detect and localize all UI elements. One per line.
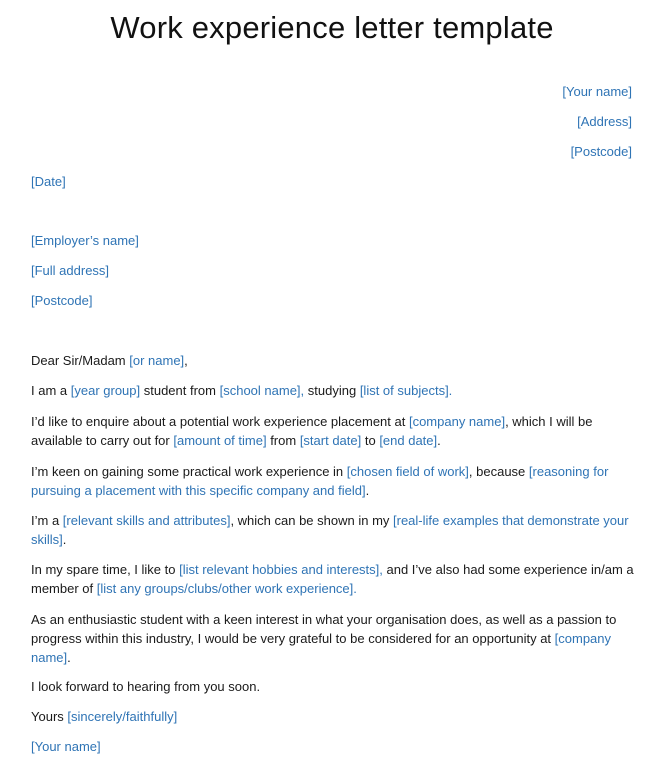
- salutation-end: ,: [184, 353, 188, 368]
- p2-text-1: I’d like to enquire about a potential work experience placement at: [31, 414, 409, 429]
- p2-text-5: .: [437, 433, 441, 448]
- p5-placeholder-hobbies: [list relevant hobbies and interests],: [179, 562, 383, 577]
- p2-text-4: to: [361, 433, 380, 448]
- paragraph-intro: [31, 381, 641, 400]
- p2-placeholder-end-date: [end date]: [379, 433, 438, 448]
- salutation-text: Dear Sir/Madam: [31, 353, 130, 368]
- paragraph-skills: [31, 511, 641, 549]
- p4-placeholder-examples: [real-life examples that demonstrate your skills]: [31, 513, 629, 547]
- signature: [Your name]: [31, 739, 101, 754]
- salutation: [31, 351, 188, 370]
- p6-text-2: .: [67, 650, 71, 665]
- p2-text-3: from: [266, 433, 300, 448]
- paragraph-enthusiasm: [31, 610, 641, 667]
- p1-text-3: studying: [304, 383, 360, 398]
- p6-placeholder-company-name: [company name]: [31, 631, 612, 665]
- p2-text-2: , which I will be available to carry out for: [31, 414, 593, 448]
- p5-text-1: In my spare time, I like to: [31, 562, 180, 577]
- p1-placeholder-school-name: [school name],: [219, 383, 305, 398]
- p4-text-2: , which can be shown in my: [230, 513, 394, 528]
- signoff-text: Yours: [31, 709, 68, 724]
- salutation-placeholder: [or name]: [129, 353, 185, 368]
- p4-text-1: I’m a: [31, 513, 63, 528]
- p6-text-1: As an enthusiastic student with a keen interest in what your organisation does, as well as a passion to progress within this industry, I would be very grateful to be considered for an opportunity at: [31, 612, 617, 646]
- p3-text-2: , because: [468, 464, 529, 479]
- p5-text-2: and I’ve also had some experience in/am a member of: [31, 562, 634, 596]
- p2-placeholder-company-name: [company name]: [408, 414, 506, 429]
- p2-placeholder-start-date: [start date]: [299, 433, 362, 448]
- sender-address: [Address]: [577, 114, 632, 129]
- p3-text-3: .: [365, 483, 370, 498]
- p4-text-3: .: [62, 532, 67, 547]
- p1-text-2: student from: [140, 383, 220, 398]
- signoff-placeholder: [sincerely/faithfully]: [67, 709, 178, 724]
- recipient-name: [Employer’s name]: [31, 233, 139, 248]
- p1-text-1: I am a: [31, 383, 71, 398]
- closing-line: I look forward to hearing from you soon.: [31, 679, 261, 694]
- paragraph-field-of-work: [31, 462, 641, 500]
- p3-text-1: I’m keen on gaining some practical work experience in: [31, 464, 347, 479]
- signoff: [31, 707, 177, 726]
- paragraph-hobbies: [31, 560, 641, 598]
- p1-placeholder-year-group: [year group]: [70, 383, 141, 398]
- page-title: Work experience letter template: [110, 10, 554, 45]
- p2-placeholder-amount-of-time: [amount of time]: [173, 433, 267, 448]
- p3-placeholder-field: [chosen field of work]: [346, 464, 469, 479]
- p4-placeholder-skills: [relevant skills and attributes]: [62, 513, 231, 528]
- recipient-address: [Full address]: [31, 263, 110, 278]
- recipient-postcode: [Postcode]: [31, 293, 93, 308]
- paragraph-placement: [31, 412, 641, 450]
- letter-date: [Date]: [31, 174, 66, 189]
- sender-postcode: [Postcode]: [570, 144, 632, 159]
- p1-placeholder-subjects: [list of subjects].: [359, 383, 453, 398]
- p3-placeholder-reasoning: [reasoning for pursuing a placement with this specific company and field]: [31, 464, 609, 498]
- p5-placeholder-groups: [list any groups/clubs/other work experience].: [96, 581, 357, 596]
- sender-name: [Your name]: [562, 84, 632, 99]
